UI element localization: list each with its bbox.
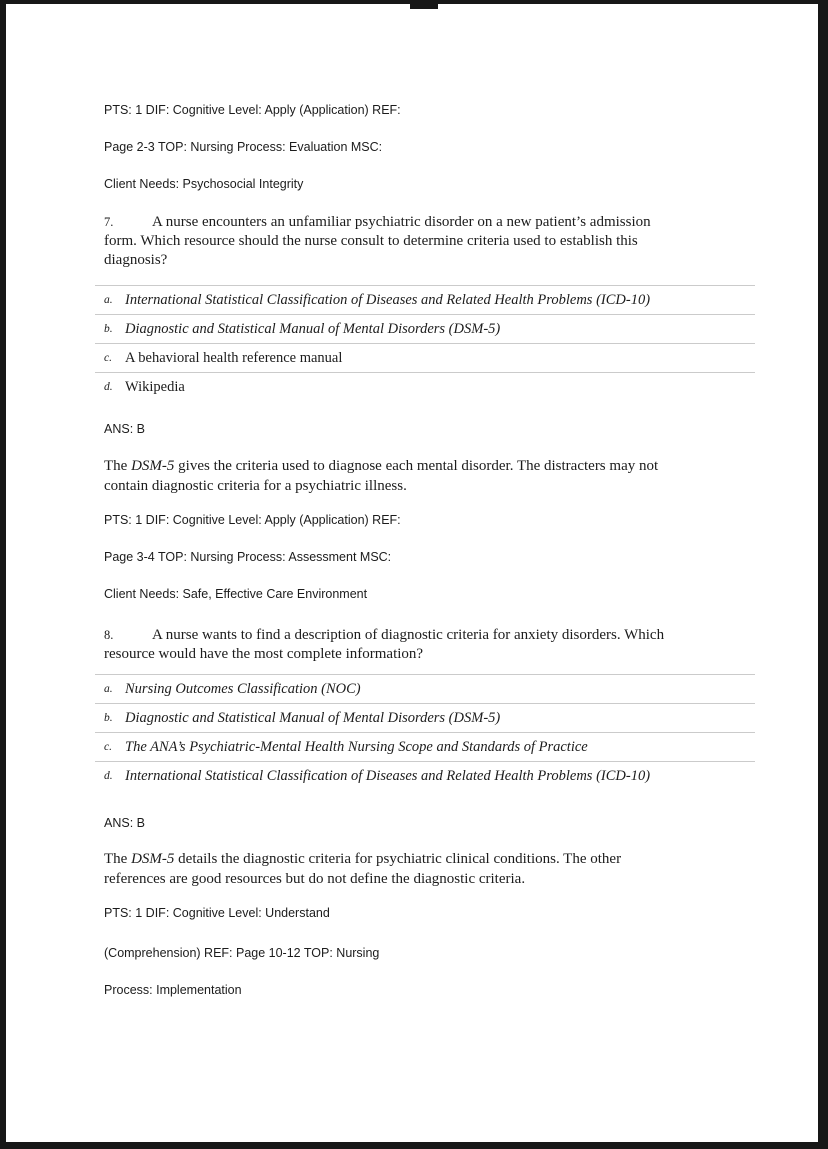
- question-7-number: 7.: [104, 215, 114, 229]
- option-text: Wikipedia: [125, 379, 185, 395]
- option-letter: b.: [104, 712, 113, 724]
- meta-line-pts: PTS: 1 DIF: Cognitive Level: Apply (Application) REF:: [104, 103, 401, 117]
- page-content: [104, 4, 764, 997]
- option-text: International Statistical Classification of Diseases and Related Health Problems (ICD-10): [125, 768, 651, 784]
- feedback-term: DSM-5: [131, 458, 175, 474]
- option-letter: a.: [104, 683, 113, 695]
- option-letter: c.: [104, 352, 112, 364]
- option-letter: d.: [104, 381, 113, 393]
- option-letter: d.: [104, 770, 113, 782]
- option-letter: c.: [104, 741, 112, 753]
- question-7-answer: ANS: B: [104, 422, 145, 436]
- meta-line-pts: PTS: 1 DIF: Cognitive Level: Apply (Application) REF:: [104, 513, 401, 527]
- question-8-option-d: [95, 761, 755, 790]
- feedback-text: The: [104, 851, 132, 867]
- meta-line-pts: PTS: 1 DIF: Cognitive Level: Understand: [104, 906, 330, 920]
- question-7-text: A nurse encounters an unfamiliar psychiatric disorder on a new patient’s admission form. Which resource should the nurse consult to determine criteria used to establish this diagnosis?: [104, 214, 651, 268]
- option-letter: b.: [104, 323, 113, 335]
- question-8-option-a: [95, 674, 755, 703]
- meta-line-page-top: Page 2-3 TOP: Nursing Process: Evaluation MSC:: [104, 140, 383, 154]
- feedback-text: The: [104, 458, 132, 474]
- meta-line-process: Process: Implementation: [104, 983, 242, 997]
- question-7-option-d: [95, 372, 755, 401]
- feedback-term: DSM-5: [131, 851, 175, 867]
- question-8-answer: ANS: B: [104, 816, 145, 830]
- question-8-options: [104, 674, 764, 790]
- option-text: The ANA’s Psychiatric-Mental Health Nursing Scope and Standards of Practice: [125, 739, 588, 755]
- page-top-notch: [410, 0, 438, 9]
- question-8-number: 8.: [104, 628, 114, 642]
- question-7-option-b: [95, 314, 755, 343]
- option-text: A behavioral health reference manual: [125, 350, 343, 366]
- document-page: [6, 4, 818, 1142]
- question-8-stem: [104, 626, 684, 664]
- question-7-options: [104, 285, 764, 401]
- question-7-option-c: [95, 343, 755, 372]
- option-text: Diagnostic and Statistical Manual of Mental Disorders (DSM-5): [125, 321, 501, 337]
- question-8-option-c: [95, 732, 755, 761]
- question-8-feedback: [104, 850, 679, 889]
- question-8-option-b: [95, 703, 755, 732]
- option-letter: a.: [104, 294, 113, 306]
- meta-line-client-needs: Client Needs: Safe, Effective Care Environment: [104, 587, 368, 601]
- meta-line-page-top: Page 3-4 TOP: Nursing Process: Assessment MSC:: [104, 550, 392, 564]
- question-7-feedback: [104, 457, 679, 496]
- option-text: Nursing Outcomes Classification (NOC): [125, 681, 361, 697]
- question-7-stem: [104, 213, 684, 270]
- option-text: Diagnostic and Statistical Manual of Mental Disorders (DSM-5): [125, 710, 501, 726]
- feedback-text: gives the criteria used to diagnose each mental disorder. The distracters may not contain diagnostic criteria for a psychiatric illness.: [104, 458, 659, 494]
- meta-line-client-needs: Client Needs: Psychosocial Integrity: [104, 177, 304, 191]
- question-7-option-a: [95, 285, 755, 314]
- option-text: International Statistical Classification of Diseases and Related Health Problems (ICD-10): [125, 292, 651, 308]
- question-8-text: A nurse wants to find a description of diagnostic criteria for anxiety disorders. Which resource would have the most complete information?: [104, 627, 665, 662]
- feedback-text: details the diagnostic criteria for psychiatric clinical conditions. The other references are good resources but do not define the diagnostic criteria.: [104, 851, 622, 887]
- meta-line-ref: (Comprehension) REF: Page 10-12 TOP: Nursing: [104, 946, 380, 960]
